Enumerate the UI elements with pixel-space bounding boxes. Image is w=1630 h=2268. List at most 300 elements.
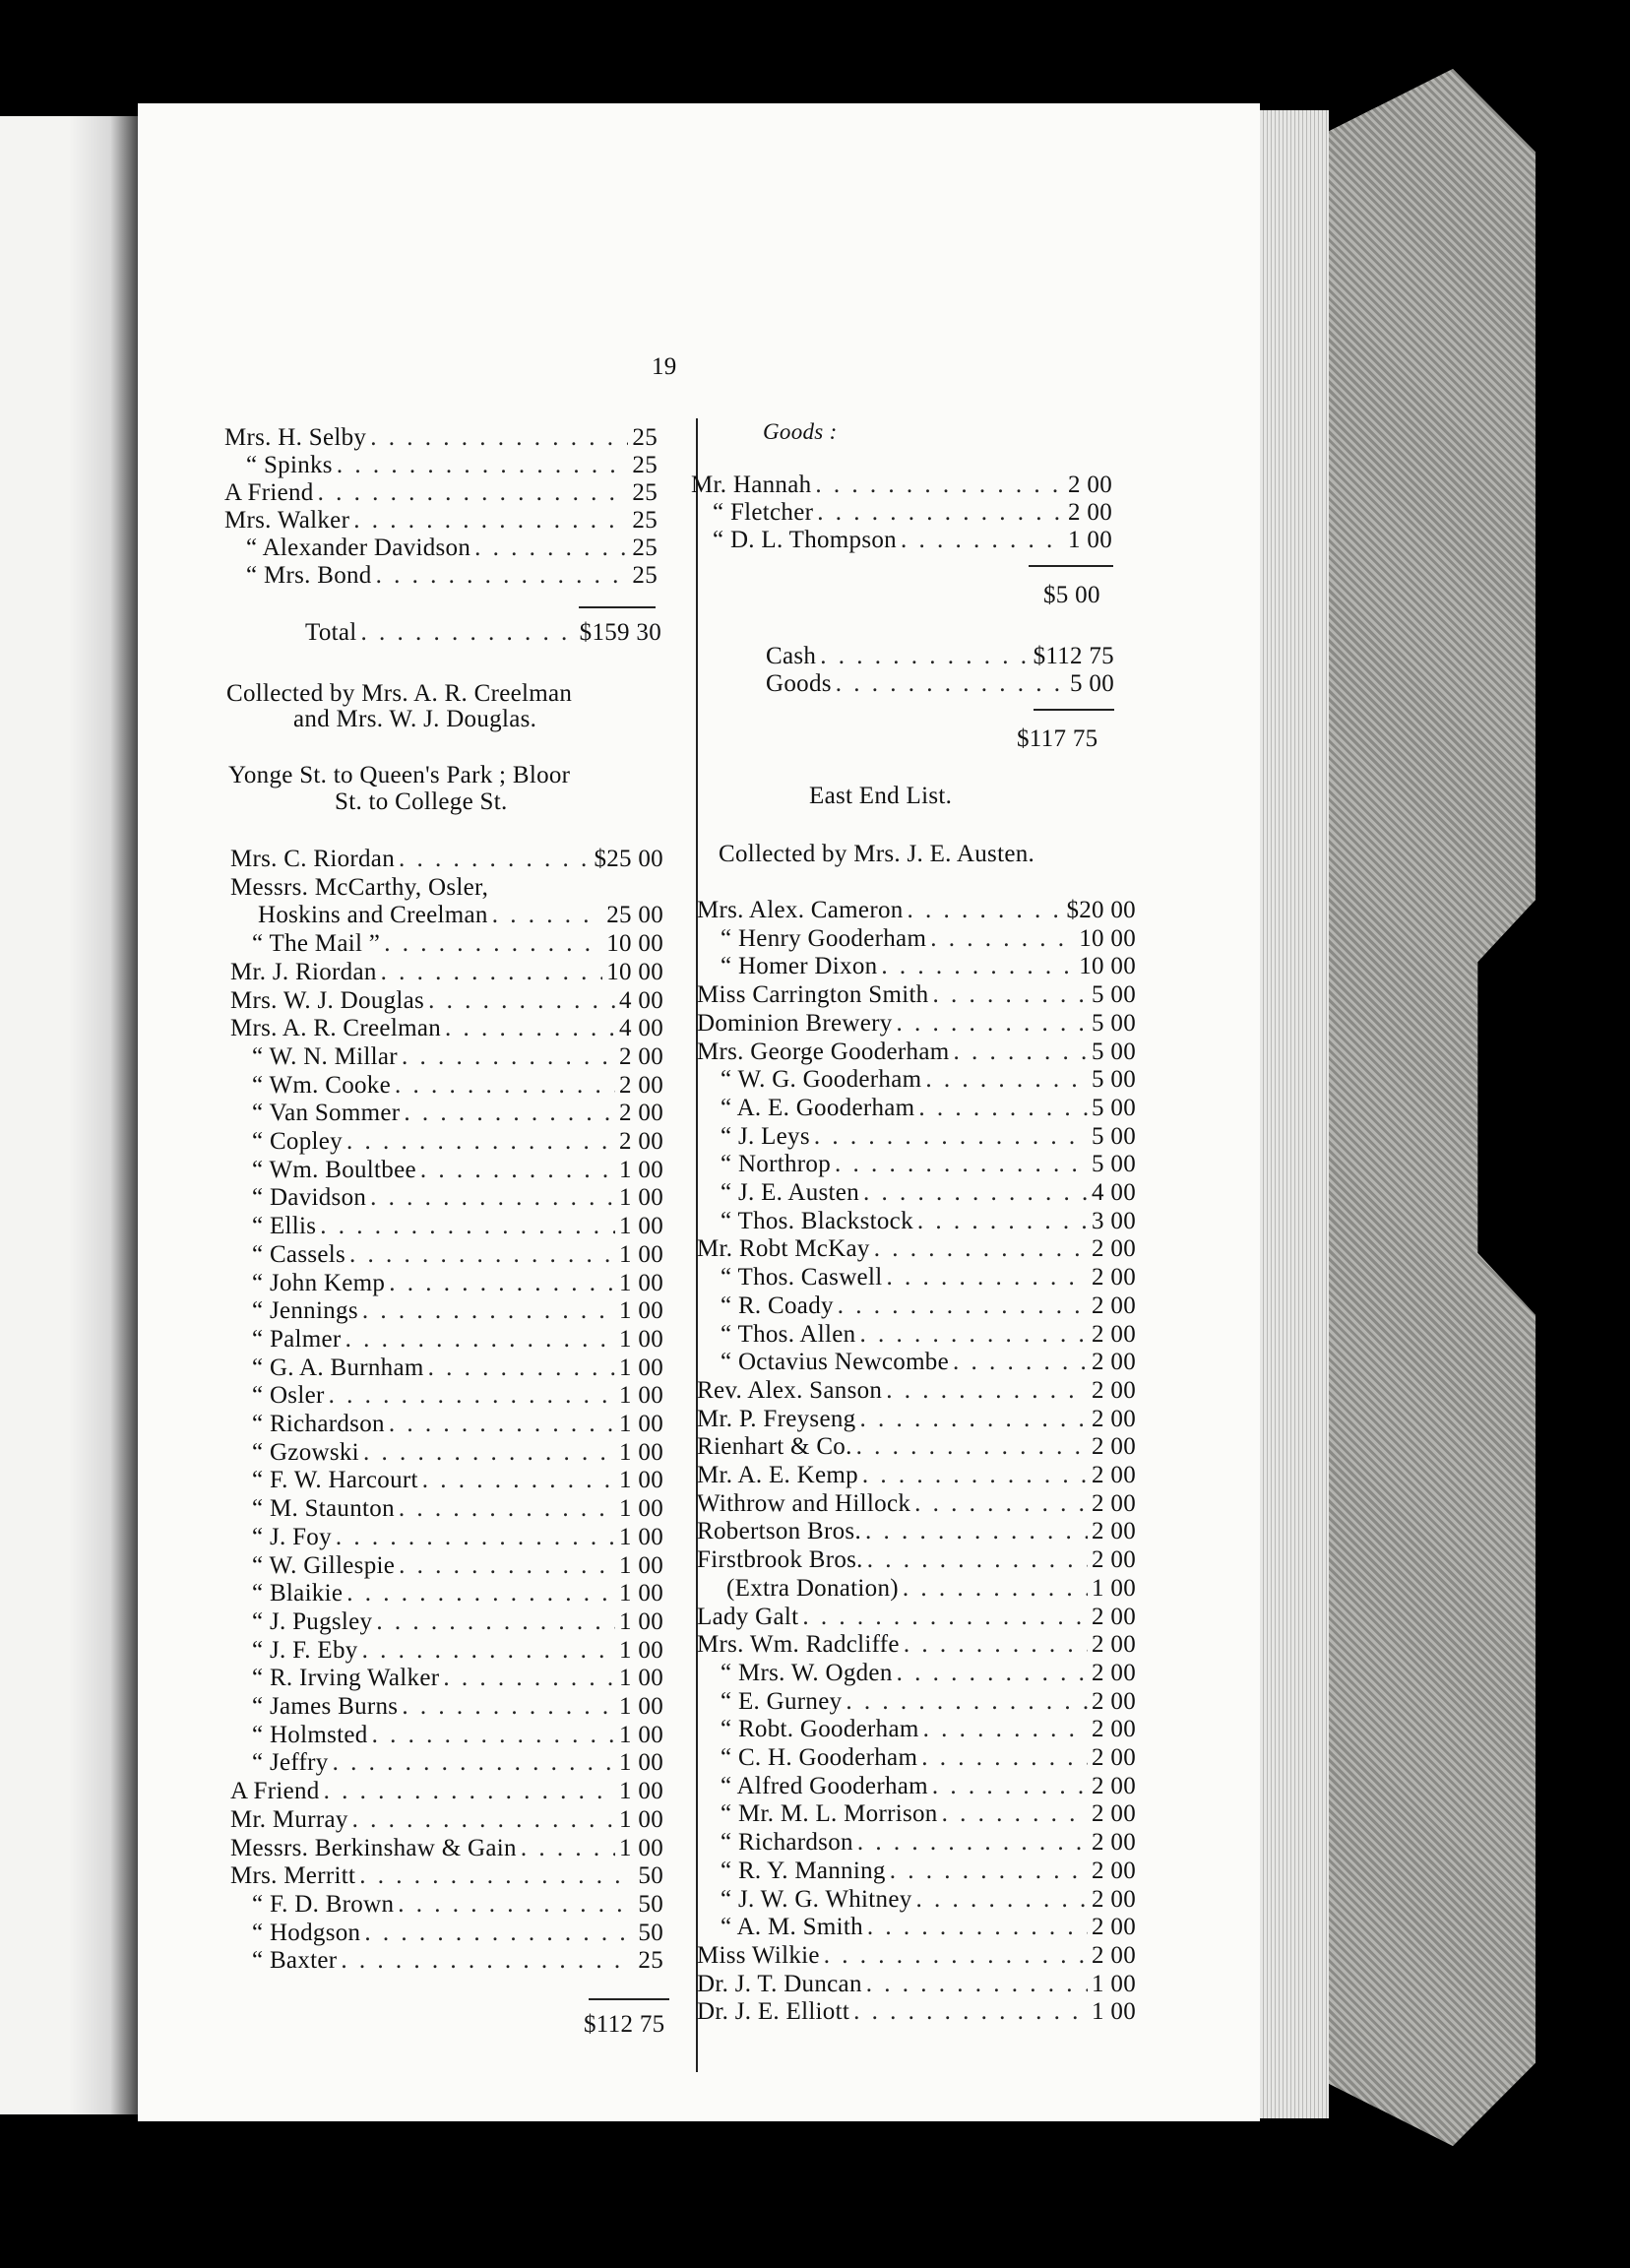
entry-name: Robertson Bros.: [697, 1518, 861, 1545]
leader-dots: [916, 1885, 1089, 1914]
leader-dots: [349, 1240, 615, 1269]
leader-dots: [521, 1834, 615, 1862]
list-item: [224, 423, 658, 452]
leader-dots: [942, 1799, 1088, 1828]
list-item: [721, 924, 1136, 953]
entry-amount: 25 00: [606, 902, 663, 929]
list-item: [697, 896, 1136, 924]
entry-amount: 5 00: [1092, 1066, 1136, 1094]
entry-amount: 10 00: [606, 958, 663, 985]
entry-name: “ Robt. Gooderham: [721, 1716, 919, 1743]
list-item: [252, 1071, 663, 1100]
leader-dots: [395, 1071, 615, 1100]
leader-dots: [372, 1721, 615, 1749]
list-item: [721, 1094, 1136, 1122]
leader-dots: [802, 1603, 1088, 1631]
entry-name: Hoskins and Creelman: [258, 902, 488, 929]
page-stack-edge: [1260, 110, 1329, 2118]
entry-amount: 1 00: [619, 1411, 663, 1437]
entry-name: “ J. Leys: [721, 1122, 810, 1150]
leader-dots: [420, 1156, 615, 1184]
entry-name: “ Mrs. W. Ogden: [721, 1659, 893, 1686]
entry-name: “ Copley: [252, 1128, 343, 1155]
entry-amount: 2 00: [1092, 1320, 1136, 1348]
leader-dots: [352, 1805, 615, 1834]
entry-amount: 1 00: [619, 1382, 663, 1410]
leader-dots: [370, 423, 628, 452]
list-item: [252, 1551, 663, 1580]
leader-dots: [399, 1494, 615, 1523]
list-item: [697, 1461, 1136, 1489]
entry-amount: 2 00: [1092, 1546, 1136, 1574]
entry-name: “ Wm. Boultbee: [252, 1156, 416, 1183]
list-item: [766, 642, 1114, 670]
entry-name: Withrow and Hillock: [697, 1489, 911, 1517]
list-item: [224, 478, 658, 507]
list-item: [252, 929, 663, 958]
entry-amount: 1 00: [619, 1721, 663, 1748]
entry-name: “ Northrop: [721, 1151, 831, 1178]
list-item: [258, 901, 663, 929]
entry-name: “ M. Staunton: [252, 1495, 395, 1523]
entry-name: “ Mr. M. L. Morrison: [721, 1800, 938, 1828]
page-number: 19: [652, 353, 677, 380]
leader-dots: [836, 669, 1066, 698]
entry-name: “ Palmer: [252, 1325, 342, 1353]
leader-dots: [404, 1099, 615, 1127]
list-item: [252, 1579, 663, 1607]
list-item: [697, 1432, 1136, 1461]
entry-amount: 25: [632, 452, 658, 478]
list-item: [252, 1692, 663, 1721]
entry-name: Firstbrook Bros.: [697, 1546, 863, 1574]
summary-total: $117 75: [1017, 725, 1098, 752]
entry-name: “ Richardson: [721, 1829, 853, 1857]
entry-amount: 25: [638, 1947, 663, 1975]
entry-name: “ Ellis: [252, 1213, 317, 1240]
list-item: [252, 1636, 663, 1665]
list-item: [230, 1014, 663, 1042]
leader-dots: [428, 1354, 615, 1382]
entry-amount: 50: [638, 1862, 663, 1890]
leader-dots: [817, 498, 1064, 527]
left-bottom-rule: [589, 1998, 669, 2000]
list-item: [252, 1183, 663, 1212]
list-item: [691, 471, 1112, 499]
entry-amount: 2 00: [1092, 1349, 1136, 1376]
entry-name: “ J. W. G. Whitney: [721, 1885, 912, 1913]
entry-name: “ W. G. Gooderham: [721, 1066, 922, 1094]
goods-heading: Goods :: [763, 419, 838, 444]
list-item: [252, 1466, 663, 1494]
entry-name: “ A. E. Gooderham: [721, 1094, 915, 1121]
entry-name: “ F. W. Harcourt: [252, 1467, 418, 1494]
list-item: [230, 845, 663, 873]
entry-amount: 2 00: [1092, 1772, 1136, 1799]
entry-amount: 2 00: [1092, 1264, 1136, 1292]
entry-name: Mrs. W. J. Douglas: [230, 986, 425, 1014]
entry-amount: 1 00: [619, 1213, 663, 1240]
entry-name: “ R. Coady: [721, 1292, 834, 1319]
list-item: [721, 1687, 1136, 1716]
entry-amount: 3 00: [1092, 1207, 1136, 1234]
left-total-amount: $159 30: [579, 619, 661, 646]
entry-name: “ J. E. Austen: [721, 1179, 859, 1206]
entry-name: “ Wm. Cooke: [252, 1071, 392, 1099]
list-item: [721, 1263, 1136, 1292]
entry-amount: 2 00: [1092, 1433, 1136, 1461]
leader-dots: [370, 1183, 615, 1212]
leader-dots: [428, 986, 615, 1015]
list-item: [252, 1523, 663, 1551]
leader-dots: [874, 1234, 1088, 1263]
leader-dots: [399, 1551, 615, 1580]
entry-amount: 2 00: [1092, 1885, 1136, 1913]
entry-name: “ Thos. Allen: [721, 1320, 856, 1348]
entry-amount: 2 00: [1092, 1603, 1136, 1630]
list-item: [726, 1574, 1136, 1603]
leader-dots: [402, 1042, 615, 1071]
list-item: [721, 1799, 1136, 1828]
list-item: [230, 1834, 663, 1862]
entry-name: “ Cassels: [252, 1240, 346, 1268]
left-district-line1: Yonge St. to Queen's Park ; Bloor: [228, 762, 571, 788]
leader-dots: [890, 1857, 1088, 1885]
leader-dots: [362, 1296, 615, 1325]
leader-dots: [337, 451, 629, 479]
leader-dots: [932, 1772, 1088, 1800]
entry-amount: 2 00: [1092, 1518, 1136, 1545]
entry-amount: 2 00: [619, 1042, 663, 1070]
entry-amount: 2 00: [1092, 1659, 1136, 1686]
entry-amount: 10 00: [1079, 924, 1136, 952]
list-item: [697, 1489, 1136, 1518]
leader-dots: [925, 1065, 1088, 1094]
list-item: [252, 1212, 663, 1240]
entry-name: “ Alfred Gooderham: [721, 1772, 928, 1799]
entry-amount: 2 00: [1092, 1376, 1136, 1404]
leader-dots: [389, 1269, 615, 1297]
leader-dots: [838, 1292, 1088, 1320]
list-item: [721, 1065, 1136, 1094]
entry-amount: 1 00: [619, 1636, 663, 1664]
entry-amount: 2 00: [1092, 1489, 1136, 1517]
entry-name: “ Spinks: [246, 452, 333, 478]
entry-amount: 2 00: [1092, 1687, 1136, 1715]
entry-amount: 4 00: [619, 1015, 663, 1042]
left-subtotal: $112 75: [584, 2011, 665, 2038]
entry-name: “ Jennings: [252, 1297, 358, 1325]
entry-name: Mrs. Merritt: [230, 1862, 356, 1890]
entry-amount: 1 00: [619, 1438, 663, 1466]
list-item: [230, 1861, 663, 1890]
leader-dots: [921, 1743, 1088, 1772]
leader-dots: [346, 1127, 615, 1156]
leader-dots: [402, 1692, 615, 1721]
entry-amount: 1 00: [619, 1325, 663, 1353]
entry-amount: 2 00: [1092, 1631, 1136, 1659]
list-item: [230, 986, 663, 1015]
list-item: [252, 1664, 663, 1692]
entry-name: “ J. F. Eby: [252, 1636, 358, 1664]
entry-amount: 25: [632, 562, 658, 589]
leader-dots: [866, 1970, 1088, 1998]
entry-name: “ Hodgson: [252, 1919, 361, 1946]
entry-name: Cash: [766, 643, 817, 669]
leader-dots: [361, 618, 576, 647]
entry-amount: 1 00: [619, 1749, 663, 1777]
entry-amount: 4 00: [1092, 1179, 1136, 1206]
entry-name: “ Osler: [252, 1382, 325, 1410]
list-item: [252, 1919, 663, 1947]
leader-dots: [345, 1325, 615, 1354]
entry-amount: 2 00: [1092, 1941, 1136, 1969]
entry-amount: 1 00: [619, 1523, 663, 1550]
leader-dots: [933, 980, 1089, 1009]
entry-amount: 2 00: [1092, 1292, 1136, 1319]
leader-dots: [923, 1715, 1088, 1743]
book-gutter: [69, 116, 138, 2114]
entry-amount: 10 00: [1079, 953, 1136, 980]
list-item: [697, 1545, 1136, 1574]
entry-amount: 25: [632, 535, 658, 561]
leader-dots: [914, 1489, 1088, 1518]
entry-name: Mr. Hannah: [691, 472, 812, 498]
leader-dots: [329, 1381, 615, 1410]
list-item: [252, 1156, 663, 1184]
leader-dots: [862, 1461, 1088, 1489]
entry-amount: 1 00: [619, 1495, 663, 1523]
entry-amount: 5 00: [1092, 981, 1136, 1009]
entry-name: Mr. A. E. Kemp: [697, 1462, 858, 1488]
entry-name: “ Thos. Caswell: [721, 1264, 883, 1292]
leader-dots: [953, 1348, 1088, 1376]
list-item: [230, 1805, 663, 1834]
leader-dots: [917, 1207, 1088, 1235]
leader-dots: [492, 901, 603, 929]
entry-name: “ Baxter: [252, 1947, 338, 1975]
entry-amount: 2 00: [619, 1071, 663, 1099]
leader-dots: [859, 1405, 1088, 1433]
entry-amount: 2 00: [1092, 1462, 1136, 1488]
leader-dots: [856, 1432, 1088, 1461]
entry-name: Rienhart & Co.: [697, 1433, 852, 1461]
entry-name: “ Holmsted: [252, 1721, 368, 1748]
entry-name: “ R. Irving Walker: [252, 1665, 440, 1692]
leader-dots: [376, 561, 629, 590]
leader-dots: [901, 526, 1064, 554]
list-item: [721, 1207, 1136, 1235]
leader-dots: [443, 1664, 615, 1692]
leader-dots: [353, 506, 628, 535]
entry-amount: 50: [638, 1919, 663, 1946]
list-item: [697, 1009, 1136, 1038]
list-item: [252, 1946, 663, 1975]
leader-dots: [381, 958, 603, 986]
entry-name: Dr. J. E. Elliott: [697, 1998, 850, 2026]
entry-name: “ Blaikie: [252, 1580, 344, 1607]
entry-amount: 1 00: [619, 1778, 663, 1805]
leader-dots: [324, 1777, 615, 1805]
leader-dots: [422, 1466, 615, 1494]
entry-amount: 1 00: [619, 1607, 663, 1635]
entry-name: “ Octavius Newcombe: [721, 1349, 950, 1376]
entry-name: Goods: [766, 670, 832, 697]
entry-amount: 2 00: [1092, 1744, 1136, 1771]
leader-dots: [318, 478, 629, 507]
list-item: [713, 526, 1112, 554]
list-item: [224, 506, 658, 535]
entry-name: “ R. Y. Manning: [721, 1857, 886, 1884]
entry-name: “ Richardson: [252, 1411, 385, 1437]
leader-dots: [341, 1946, 634, 1975]
entry-name: Mr. J. Riordan: [230, 958, 377, 985]
entry-name: “ The Mail ”: [252, 930, 381, 958]
list-item: [252, 1354, 663, 1382]
entry-amount: 1 00: [619, 1693, 663, 1720]
entry-amount: 1 00: [1068, 527, 1112, 553]
entry-name: “ Fletcher: [713, 499, 814, 526]
leader-dots: [918, 1094, 1088, 1122]
leader-dots: [815, 471, 1064, 499]
entry-name: Dominion Brewery: [697, 1009, 893, 1037]
leader-dots: [930, 924, 1075, 953]
list-item: [252, 1269, 663, 1297]
entry-amount: 10 00: [606, 930, 663, 958]
entry-name: “ G. A. Burnham: [252, 1354, 424, 1381]
entry-name: “ J. Foy: [252, 1523, 332, 1550]
list-item: [697, 1630, 1136, 1659]
leader-dots: [359, 1861, 634, 1890]
entry-amount: 5 00: [1070, 670, 1114, 697]
list-item: [721, 1150, 1136, 1178]
left-total-row: [305, 618, 661, 647]
entry-amount: 2 00: [1068, 499, 1112, 526]
leader-dots: [881, 952, 1075, 980]
east-end-collector: Collected by Mrs. J. E. Austen.: [719, 841, 1035, 867]
entry-name: Mr. Murray: [230, 1805, 348, 1833]
entry-name: Mrs. Wm. Radcliffe: [697, 1631, 900, 1659]
entry-amount: 5 00: [1092, 1009, 1136, 1037]
list-item: [252, 1438, 663, 1467]
entry-name: A Friend: [230, 1778, 320, 1805]
entry-amount: 1 00: [619, 1834, 663, 1861]
entry-name: “ A. M. Smith: [721, 1914, 863, 1941]
entry-amount: 25: [632, 424, 658, 451]
list-item: [697, 1405, 1136, 1433]
list-item: [713, 498, 1112, 527]
entry-amount: $20 00: [1066, 897, 1136, 923]
facing-page-edge: [0, 116, 69, 2114]
list-item: [252, 1296, 663, 1325]
left-total-label: Total: [305, 619, 357, 646]
book-cover: [1329, 69, 1536, 2146]
entry-amount: 2 00: [1092, 1829, 1136, 1857]
list-item: [721, 1320, 1136, 1349]
leader-dots: [814, 1122, 1088, 1151]
leader-dots: [376, 1607, 615, 1636]
list-item: [697, 1941, 1136, 1970]
entry-amount: 25: [632, 479, 658, 506]
entry-name: Mr. P. Freyseng: [697, 1405, 856, 1432]
list-item: [721, 1659, 1136, 1687]
list-item: [721, 1885, 1136, 1914]
list-item: [697, 1038, 1136, 1066]
entry-amount: 2 00: [1092, 1800, 1136, 1828]
entry-amount: 1 00: [619, 1551, 663, 1579]
entry-name: Mrs. George Gooderham: [697, 1038, 950, 1065]
leader-dots: [904, 1630, 1088, 1659]
leader-dots: [867, 1545, 1088, 1574]
entry-amount: 4 00: [619, 986, 663, 1014]
left-district-line2: St. to College St.: [335, 788, 508, 815]
leader-dots: [399, 845, 590, 873]
list-item: [252, 1494, 663, 1523]
left-top-rule: [579, 606, 656, 608]
entry-amount: 2 00: [1068, 472, 1112, 498]
list-item: [252, 1721, 663, 1749]
list-item: [697, 1997, 1136, 2026]
entry-name: Miss Wilkie: [697, 1941, 820, 1969]
list-item: [230, 873, 663, 902]
entry-amount: 25: [632, 507, 658, 534]
leader-dots: [903, 1574, 1088, 1603]
entry-name: Mrs. H. Selby: [224, 424, 367, 451]
entry-name: “ C. H. Gooderham: [721, 1744, 918, 1771]
entry-name: Mrs. C. Riordan: [230, 846, 395, 872]
entry-amount: 2 00: [1092, 1914, 1136, 1941]
entry-amount: 1 00: [619, 1297, 663, 1325]
entry-amount: $112 75: [1033, 643, 1114, 669]
list-item: [721, 1743, 1136, 1772]
list-item: [721, 1772, 1136, 1800]
entry-amount: 1 00: [1092, 1970, 1136, 1997]
list-item: [766, 669, 1114, 698]
entry-amount: 2 00: [1092, 1857, 1136, 1884]
goods-total: $5 00: [1043, 582, 1100, 608]
leader-dots: [857, 1828, 1088, 1857]
leader-dots: [824, 1941, 1088, 1970]
list-item: [252, 1607, 663, 1636]
entry-amount: 1 00: [619, 1240, 663, 1268]
entry-amount: 50: [638, 1890, 663, 1918]
entry-amount: 2 00: [619, 1128, 663, 1155]
entry-amount: 1 00: [619, 1184, 663, 1212]
entry-amount: 1 00: [619, 1467, 663, 1494]
entry-amount: 1 00: [1092, 1998, 1136, 2026]
entry-amount: $25 00: [594, 846, 663, 872]
entry-name: “ Davidson: [252, 1184, 367, 1212]
entry-name: Rev. Alex. Sanson: [697, 1376, 883, 1404]
list-item: [697, 1970, 1136, 1998]
list-item: [721, 1913, 1136, 1941]
list-item: [246, 534, 658, 562]
list-item: [230, 958, 663, 986]
leader-dots: [865, 1517, 1088, 1545]
entry-name: Messrs. McCarthy, Osler,: [230, 873, 489, 901]
leader-dots: [953, 1038, 1088, 1066]
leader-dots: [398, 1890, 634, 1919]
leader-dots: [346, 1579, 615, 1607]
entry-amount: 1 00: [619, 1269, 663, 1296]
list-item: [252, 1240, 663, 1269]
entry-amount: 1 00: [619, 1805, 663, 1833]
entry-amount: 1 00: [619, 1156, 663, 1183]
list-item: [721, 1715, 1136, 1743]
entry-amount: 2 00: [619, 1100, 663, 1127]
entry-name: “ Alexander Davidson: [246, 535, 471, 561]
leader-dots: [389, 1410, 615, 1438]
